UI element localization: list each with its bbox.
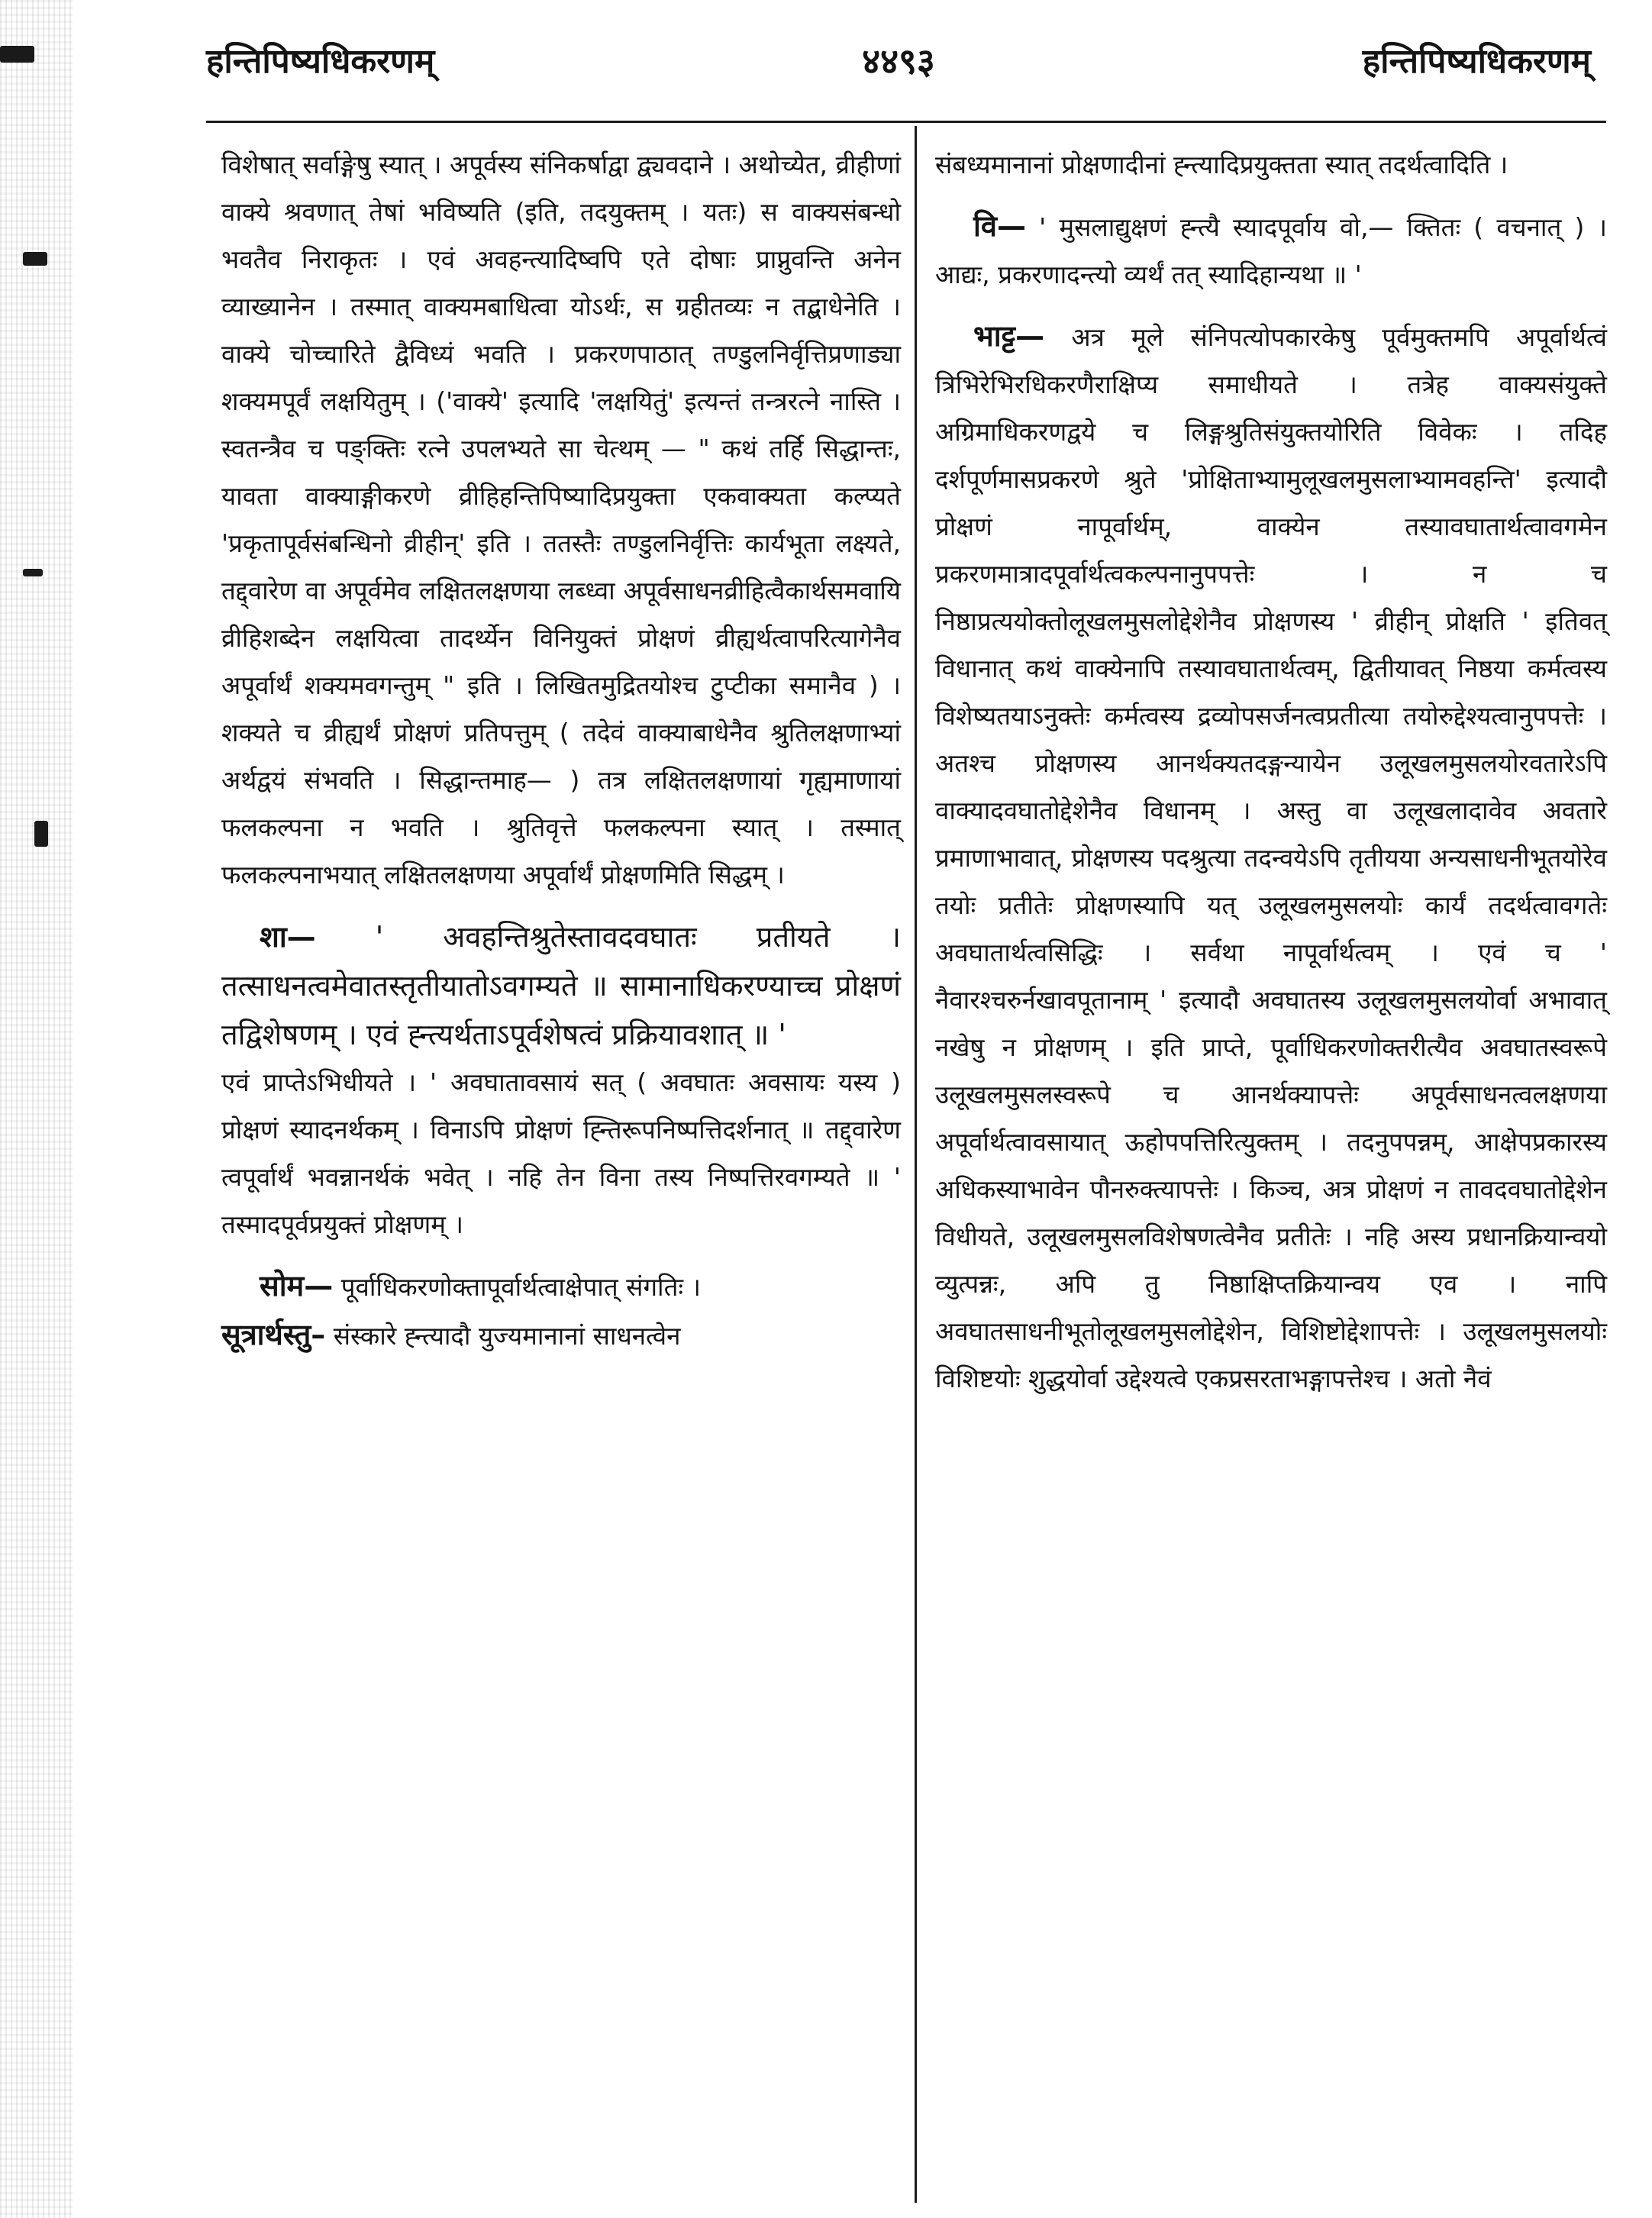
page-header [206,29,1591,90]
column-divider [915,126,917,2203]
scan-mark-4 [34,821,48,847]
vi-text: ' मुसलाद्युक्षणं ह्न्त्यै स्यादपूर्वाय वो,— क्तितः ( वचनात् ) । आद्यः, प्रकरणादन्त्यो व्यर्थं तत् स्यादिहान्यथा ॥ ' [935,212,1607,289]
right-column [935,141,1607,1403]
left-paragraph-1: विशेषात् सर्वाङ्गेषु स्यात् । अपूर्वस्य संनिकर्षाद्वा द्व्यवदाने । अथोच्येत, व्रीहीणां वाक्ये श्रवणात् तेषां भविष्यति (इति, तदयुक्तम् । यतः) स वाक्यसंबन्धो भवतैव निराकृतः । एवं अवहन्त्यादिष्वपि एते दोषाः प्राप्नुवन्ति अनेन व्याख्यानेन । तस्मात् वाक्यमबाधित्वा योऽर्थः, स ग्रहीतव्यः न तद्बाधेनेति । वाक्ये चोच्चारिते द्वैविध्यं भवति । प्रकरणपाठात् तण्डुलनिर्वृत्तिप्रणाड्या शक्यमपूर्वं लक्षयितुम् । ('वाक्ये' इत्यादि 'लक्षयितुं' इत्यन्तं तन्त्ररत्ने नास्ति । स्वतन्त्रैव च पङ्क्तिः रत्ने उपलभ्यते सा चेत्थम् — " कथं तर्हि सिद्धान्तः, यावता वाक्याङ्गीकरणे व्रीहिहन्तिपिष्यादिप्रयुक्ता एकवाक्यता कल्प्यते 'प्रकृतापूर्वसंबन्धिनो व्रीहीन्' इति । ततस्तैः तण्डुलनिर्वृत्तिः कार्यभूता लक्ष्यते, तद्द्वारेण वा अपूर्वमेव लक्षितलक्षणया लब्ध्वा अपूर्वसाधनव्रीहित्वैकार्थसमवायि व्रीहिशब्देन लक्षयित्वा तादर्थ्येन विनियुक्तं प्रोक्षणं व्रीह्यर्थत्वापरित्यागेनैव अपूर्वार्थं शक्यमवगन्तुम् " इति । लिखितमुद्रितयोश्च टुप्टीका समानैव ) । शक्यते च व्रीह्यर्थं प्रोक्षणं प्रतिपत्तुम् ( तदेवं वाक्याबाधेनैव श्रुतिलक्षणाभ्यां अर्थद्वयं संभवति । सिद्धान्तमाह— ) तत्र लक्षितलक्षणायां गृह्यमाणायां फलकल्पना न भवति । श्रुतिवृत्ते फलकल्पना स्यात् । तस्मात् फलकल्पनाभयात् लक्षितलक्षणया अपूर्वार्थं प्रोक्षणमिति सिद्धम् । [221,150,901,889]
left-paragraph-4 [221,1311,901,1360]
left-paragraph-2 [221,912,901,1059]
scan-mark-3 [23,569,43,576]
speaker-vi: वि— [973,209,1026,243]
header-rule [206,121,1606,123]
right-paragraph-2 [935,202,1607,299]
right-paragraph-1: संबध्यमानानां प्रोक्षणादीनां ह्न्त्यादिप्रयुक्तता स्यात् तदर्थत्वादिति । [935,150,1508,179]
header-title-right: हन्तिपिष्यधिकरणम् [1362,42,1591,81]
sutrartha-label: सूत्रार्थस्तु– [221,1318,326,1351]
header-title-left: हन्तिपिष्यधिकरणम् [206,42,435,81]
soma-text: पूर्वाधिकरणोक्तापूर्वार्थत्वाक्षेपात् संगतिः । [340,1272,702,1302]
speaker-sha: शा— [260,920,316,954]
bhatta-text: अत्र मूले संनिपत्योपकारकेषु पूर्वमुक्तमपि अपूर्वार्थत्वं त्रिभिरेभिरधिकरणैराक्षिप्य समाधीयते । तत्रेह वाक्यसंयुक्ते अग्रिमाधिकरणद्वये च लिङ्गश्रुतिसंयुक्तयोरिति विवेकः । तदिह दर्शपूर्णमासप्रकरणे श्रुते 'प्रोक्षिताभ्यामुलूखलमुसलाभ्यामवहन्ति' इत्यादौ प्रोक्षणं नापूर्वार्थम्, वाक्येन तस्यावघातार्थत्वावगमेन प्रकरणमात्रादपूर्वार्थत्वकल्पनानुपपत्तेः । न च निष्ठाप्रत्ययोक्तोलूखलमुसलोद्देशेनैव प्रोक्षणस्य ' व्रीहीन् प्रोक्षति ' इतिवत् विधानात् कथं वाक्येनापि तस्यावघातार्थत्वम्, द्वितीयावत् निष्ठया कर्मत्वस्य विशेष्यतयाऽनुक्तेः कर्मत्वस्य द्रव्योपसर्जनत्वप्रतीत्या तयोरुद्देश्यत्वानुपपत्तेः । अतश्च प्रोक्षणस्य आनर्थक्यतदङ्गन्यायेन उलूखलमुसलयोरवतारेऽपि वाक्यादवघातोद्देशेनैव विधानम् । अस्तु वा उलूखलादावेव अवतारे प्रमाणाभावात्, प्रोक्षणस्य पदश्रुत्या तदन्वयेऽपि तृतीयया अन्यसाधनीभूतयोरेव तयोः प्रतीतेः प्रोक्षणस्यापि यत् उलूखलमुसलयोः कार्यं तदर्थत्वावगतेः अवघातार्थत्वसिद्धिः । सर्वथा नापूर्वार्थत्वम् । एवं च ' नैवारश्चरुर्नखावपूतानाम् ' इत्यादौ अवघातस्य उलूखलमुसलयोर्वा अभावात् नखेषु न प्रोक्षणम् । इति प्राप्ते, पूर्वाधिकरणोक्तरीत्यैव अवघातस्वरूपे उलूखलमुसलस्वरूपे च आनर्थक्यापत्तेः अपूर्वसाधनत्वलक्षणया अपूर्वार्थत्वावसायात् ऊहोपपत्तिरित्युक्तम् । तदनुपपन्नम्, आक्षेपप्रकारस्य अधिकस्याभावेन पौनरुक्त्यापत्तेः । किञ्च, अत्र प्रोक्षणं न तावदवघातोद्देशेन विधीयते, उलूखलमुसलविशेषणत्वेनैव प्रतीतेः । नहि अस्य प्रधानक्रियान्वयो व्युत्पन्नः, अपि तु निष्ठाक्षिप्तक्रियान्वय एव । नापि अवघातसाधनीभूतोलूखलमुसलोद्देशेन, विशिष्टोद्देशापत्तेः । उलूखलमुसलयोः विशिष्टयोः शुद्धयोर्वा उद्देश्यत्वे एकप्रसरताभङ्गापत्तेश्च । अतो नैवं [935,322,1607,1393]
verse-text: ' अवहन्तिश्रुतेस्तावदवघातः प्रतीयते । तत्साधनत्वमेवातस्तृतीयातोऽवगम्यते ॥ सामानाधिकरण्याच्च प्रोक्षणं तद्विशेषणम् । एवं ह्न्त्यर्थताऽपूर्वशेषत्वं प्रक्रियावशात् ॥ ' [221,920,901,1051]
right-paragraph-3 [935,312,1607,1403]
speaker-soma: सोम— [260,1269,334,1303]
scan-mark-2 [23,252,47,266]
sutrartha-text: संस्कारे ह्न्त्यादौ युज्यमानानां साधनत्वेन [333,1321,681,1351]
scan-edge-shadow [0,0,73,2218]
left-paragraph-3 [221,1262,901,1311]
left-paragraph-2-rest: एवं प्राप्तेऽभिधीयते । ' अवघातावसायं सत् ( अवघातः अवसायः यस्य ) प्रोक्षणं स्यादनर्थकम् । विनाऽपि प्रोक्षणं ह्न्तिरूपनिष्पत्तिदर्शनात् ॥ तद्द्वारेण त्वपूर्वार्थं भवन्नानर्थकं भवेत् । नहि तेन विना तस्य निष्पत्तिरवगम्यते ॥ ' तस्मादपूर्वप्रयुक्तं प्रोक्षणम् । [221,1067,901,1239]
left-column [221,141,901,1360]
page-number: ४४९३ [862,40,935,82]
scan-mark-1 [0,46,34,63]
speaker-bhatta: भाट्ट— [973,319,1045,353]
